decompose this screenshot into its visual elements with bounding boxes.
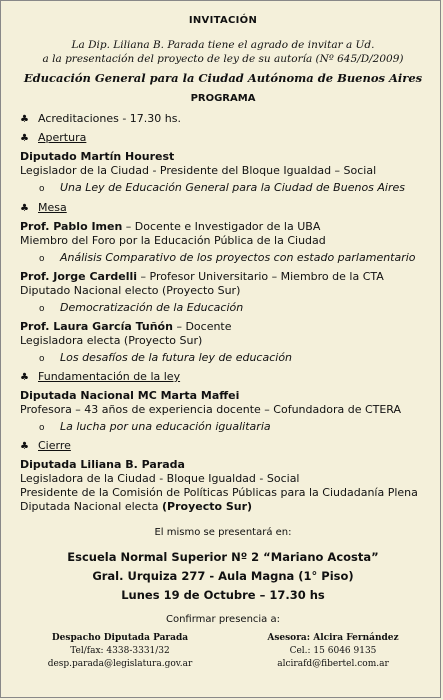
speaker-role-2: Miembro del Foro por la Educación Pública de la Ciudad — [20, 234, 326, 247]
acreditaciones-text: Acreditaciones - 17.30 hs. — [38, 112, 181, 125]
talk-maffei — [20, 420, 426, 435]
confirm-text: Confirmar presencia a: — [165, 614, 280, 625]
contact-despacho — [20, 632, 220, 671]
contact-phone: Cel.: 15 6046 9135 — [289, 646, 377, 656]
event-date: Lunes 19 de Octubre – 17.30 hs — [121, 588, 325, 602]
item-cierre — [20, 439, 426, 454]
mesa-heading: Mesa — [38, 201, 67, 214]
contact-email[interactable]: desp.parada@legislatura.gov.ar — [47, 659, 193, 669]
circle-bullet-icon: o — [39, 254, 45, 264]
club-bullet-icon: ♣ — [20, 114, 29, 125]
circle-bullet-icon: o — [39, 423, 45, 433]
club-bullet-icon: ♣ — [20, 203, 29, 214]
speaker-party: (Proyecto Sur) — [162, 500, 253, 513]
club-bullet-icon: ♣ — [20, 372, 29, 383]
speaker-hourest — [20, 150, 426, 178]
speaker-name: Prof. Laura García Tuñón — [20, 320, 173, 333]
speaker-name: Prof. Jorge Cardelli — [20, 270, 138, 283]
circle-bullet-icon: o — [39, 184, 45, 194]
project-title: Educación General para la Ciudad Autónoma de Buenos Aires — [23, 71, 423, 85]
club-bullet-icon: ♣ — [20, 133, 29, 144]
item-mesa — [20, 201, 426, 216]
talk-imen — [20, 251, 426, 266]
item-acreditaciones — [20, 112, 426, 127]
speaker-name: Diputada Liliana B. Parada — [20, 458, 185, 471]
speaker-role: Legislador de la Ciudad - Presidente del Bloque Igualdad – Social — [20, 164, 377, 177]
venue-address: Gral. Urquiza 277 - Aula Magna (1° Piso) — [92, 569, 354, 583]
talk-title: La lucha por una educación igualitaria — [60, 420, 271, 433]
talk-title: Democratización de la Educación — [60, 301, 244, 314]
speaker-role: – Docente e Investigador de la UBA — [122, 220, 321, 233]
speaker-parada — [20, 458, 426, 514]
contacts — [20, 632, 426, 671]
speaker-role: Profesora – 43 años de experiencia docente – Cofundadora de CTERA — [20, 403, 402, 416]
speaker-cardelli — [20, 270, 426, 298]
venue-intro: El mismo se presentará en: — [154, 527, 292, 538]
talk-cardelli — [20, 301, 426, 316]
contact-asesora — [248, 632, 418, 671]
intro-line-2: a la presentación del proyecto de ley de su autoría (Nº 645/D/2009) — [42, 53, 404, 65]
venue-block — [20, 526, 426, 605]
circle-bullet-icon: o — [39, 354, 45, 364]
speaker-role-1: Legisladora de la Ciudad - Bloque Igualdad - Social — [20, 472, 300, 485]
talk-title: Una Ley de Educación General para la Ciudad de Buenos Aires — [60, 181, 406, 194]
contact-email[interactable]: alcirafd@fibertel.com.ar — [277, 659, 389, 669]
speaker-role-2: Diputado Nacional electo (Proyecto Sur) — [20, 284, 241, 297]
speaker-role-3: Diputada Nacional electa — [20, 500, 163, 513]
talk-title: Los desafíos de la futura ley de educación — [60, 351, 293, 364]
programa-heading: PROGRAMA — [190, 93, 256, 104]
club-bullet-icon: ♣ — [20, 441, 29, 452]
invitation-title: INVITACIÓN — [188, 15, 258, 26]
contact-head: Asesora: Alcira Fernández — [267, 633, 399, 643]
speaker-garcia — [20, 320, 426, 348]
contact-phone: Tel/fax: 4338-3331/32 — [70, 646, 170, 656]
apertura-heading: Apertura — [38, 131, 87, 144]
item-apertura — [20, 131, 426, 146]
circle-bullet-icon: o — [39, 304, 45, 314]
speaker-name: Prof. Pablo Imen — [20, 220, 123, 233]
talk-title: Análisis Comparativo de los proyectos con estado parlamentario — [60, 251, 416, 264]
speaker-role-2: Legisladora electa (Proyecto Sur) — [20, 334, 203, 347]
intro-line-1: La Dip. Liliana B. Parada tiene el agrado de invitar a Ud. — [71, 39, 375, 51]
contact-head: Despacho Diputada Parada — [51, 633, 189, 643]
speaker-name: Diputada Nacional MC Marta Maffei — [20, 389, 240, 402]
speaker-maffei — [20, 389, 426, 417]
item-fundamentacion — [20, 370, 426, 385]
cierre-heading: Cierre — [38, 439, 71, 452]
talk-hourest — [20, 181, 426, 196]
fundamentacion-heading: Fundamentación de la ley — [38, 370, 181, 383]
talk-garcia — [20, 351, 426, 366]
speaker-name: Diputado Martín Hourest — [20, 150, 175, 163]
speaker-role: – Profesor Universitario – Miembro de la CTA — [137, 270, 384, 283]
speaker-role-2: Presidente de la Comisión de Políticas Públicas para la Ciudadanía Plena — [20, 486, 418, 499]
venue-name: Escuela Normal Superior Nº 2 “Mariano Acosta” — [67, 550, 379, 564]
speaker-role: – Docente — [172, 320, 232, 333]
speaker-imen — [20, 220, 426, 248]
